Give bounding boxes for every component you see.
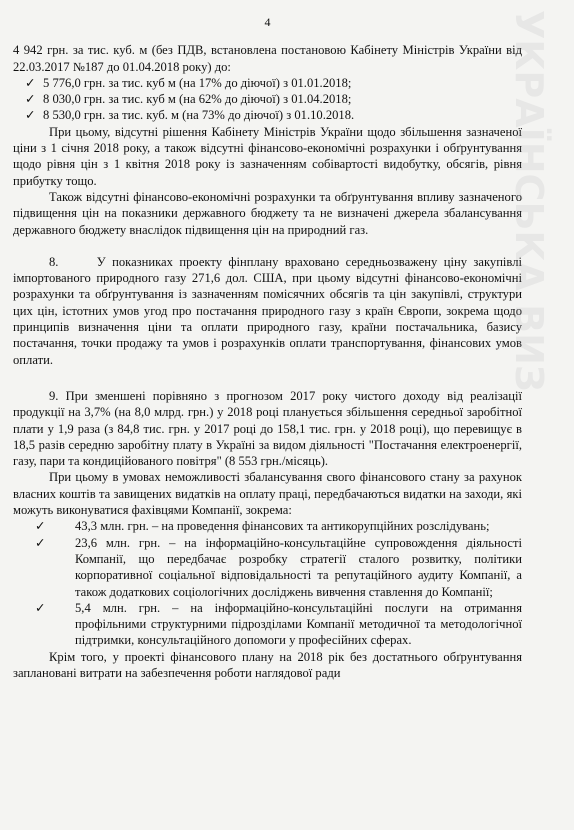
paragraph-section-8: 8. У показниках проекту фінплану враховано середньозважену ціну закупівлі імпортованого природного газу 271,6 дол. США, при цьому відсутні фінансово-економічні розрахунки та обґрунтування із зазначенням помісячних обсягів та цін закупівлі, структури цих цін, істотних умов угод про постачання природного газу з країн Європи, зокрема щодо принципів визначення ціни та оплати природного газу, країни постачальника, базису постачання, точки продажу та умов і розрахунків оплати транспортування, фінансових умов оплати. [13,254,522,367]
paragraph: При цьому, відсутні рішення Кабінету Міністрів України щодо збільшення зазначеної ціни з 1 січня 2018 року, а також відсутні фінансово-економічні розрахунки і обґрунтування щодо рівня цін з 1 квітня 2018 року із зазначенням собівартості видобутку, обсягів, рівня прибутку тощо. [13,124,522,188]
list-item: ✓ 5,4 млн. грн. – на інформаційно-консультаційні послуги на отримання профільними структурними підрозділами Компанії методичної та методологічної підтримки, консультаційного допомоги у професійних сферах. [13,600,522,649]
list-item: ✓ 5 776,0 грн. за тис. куб м (на 17% до діючої) з 01.01.2018; [25,75,352,90]
check-icon: ✓ [25,108,36,123]
check-icon: ✓ [35,519,46,534]
check-icon: ✓ [25,92,36,107]
paragraph: Також відсутні фінансово-економічні розрахунки та обґрунтування впливу зазначеного підвищення цін на показники державного бюджету та не визначені джерела збалансування державного бюджету внаслідок підвищення цін на природний газ. [13,189,522,237]
list-item: ✓ 43,3 млн. грн. – на проведення фінансових та антикорупційних розслідувань; [13,518,522,534]
price-list [13,75,522,124]
list-item: ✓ 8 530,0 грн. за тис. куб. м (на 73% до діючої) з 01.10.2018. [25,108,355,123]
check-icon: ✓ [35,535,46,550]
list-item: ✓ 23,6 млн. грн. – на інформаційно-консультаційне супровождення діяльності Компанії, що передбачає розробку стратегії сталого розвитку, політики корпоративної соціальної відповідальності та репутаційного аудиту Компанії, а також додаткових соціологічних досліджень вивчення ставлення до Компанії; [13,535,522,600]
paragraph: При цьому в умовах неможливості збалансування свого фінансового стану за рахунок власних коштів та завищених видатків на оплату праці, передбачаються видатки на заходи, які можуть виконуватися фахівцями Компанії, зокрема: [13,470,522,518]
watermark: УКРАЇНСЬКА ВИЗ [507,10,551,392]
paragraph: Крім того, у проекті фінансового плану на 2018 рік без достатнього обґрунтування заплановані витрати на забезпечення роботи наглядової ради [13,649,522,680]
intro-paragraph: 4 942 грн. за тис. куб. м (без ПДВ, встановлена постановою Кабінету Міністрів України від 22.03.2017 №187 до 01.04.2018 року) до: [13,43,522,74]
paragraph-section-9: 9. При зменшені порівняно з прогнозом 2017 року чистого доходу від реалізації продукції на 3,7% (на 8,0 млрд. грн.) у 2018 році планується збільшення середньої заробітної плати у 1,9 раза (з 84,8 тис. грн. у 2017 році до 158,1 тис. грн. у 2018 році), що перевищує в 18,5 разів середню заробітну плату в Україні за видом діяльності "Постачання електроенергії, газу, пари та кондиційованого повітря" (8 553 грн./місяць). [13,388,522,469]
check-icon: ✓ [35,600,46,615]
spending-list [13,518,522,648]
check-icon: ✓ [25,75,36,90]
page-number: 4 [264,15,271,29]
list-item: ✓ 8 030,0 грн. за тис. куб м (на 62% до діючої) з 01.04.2018; [25,92,352,107]
